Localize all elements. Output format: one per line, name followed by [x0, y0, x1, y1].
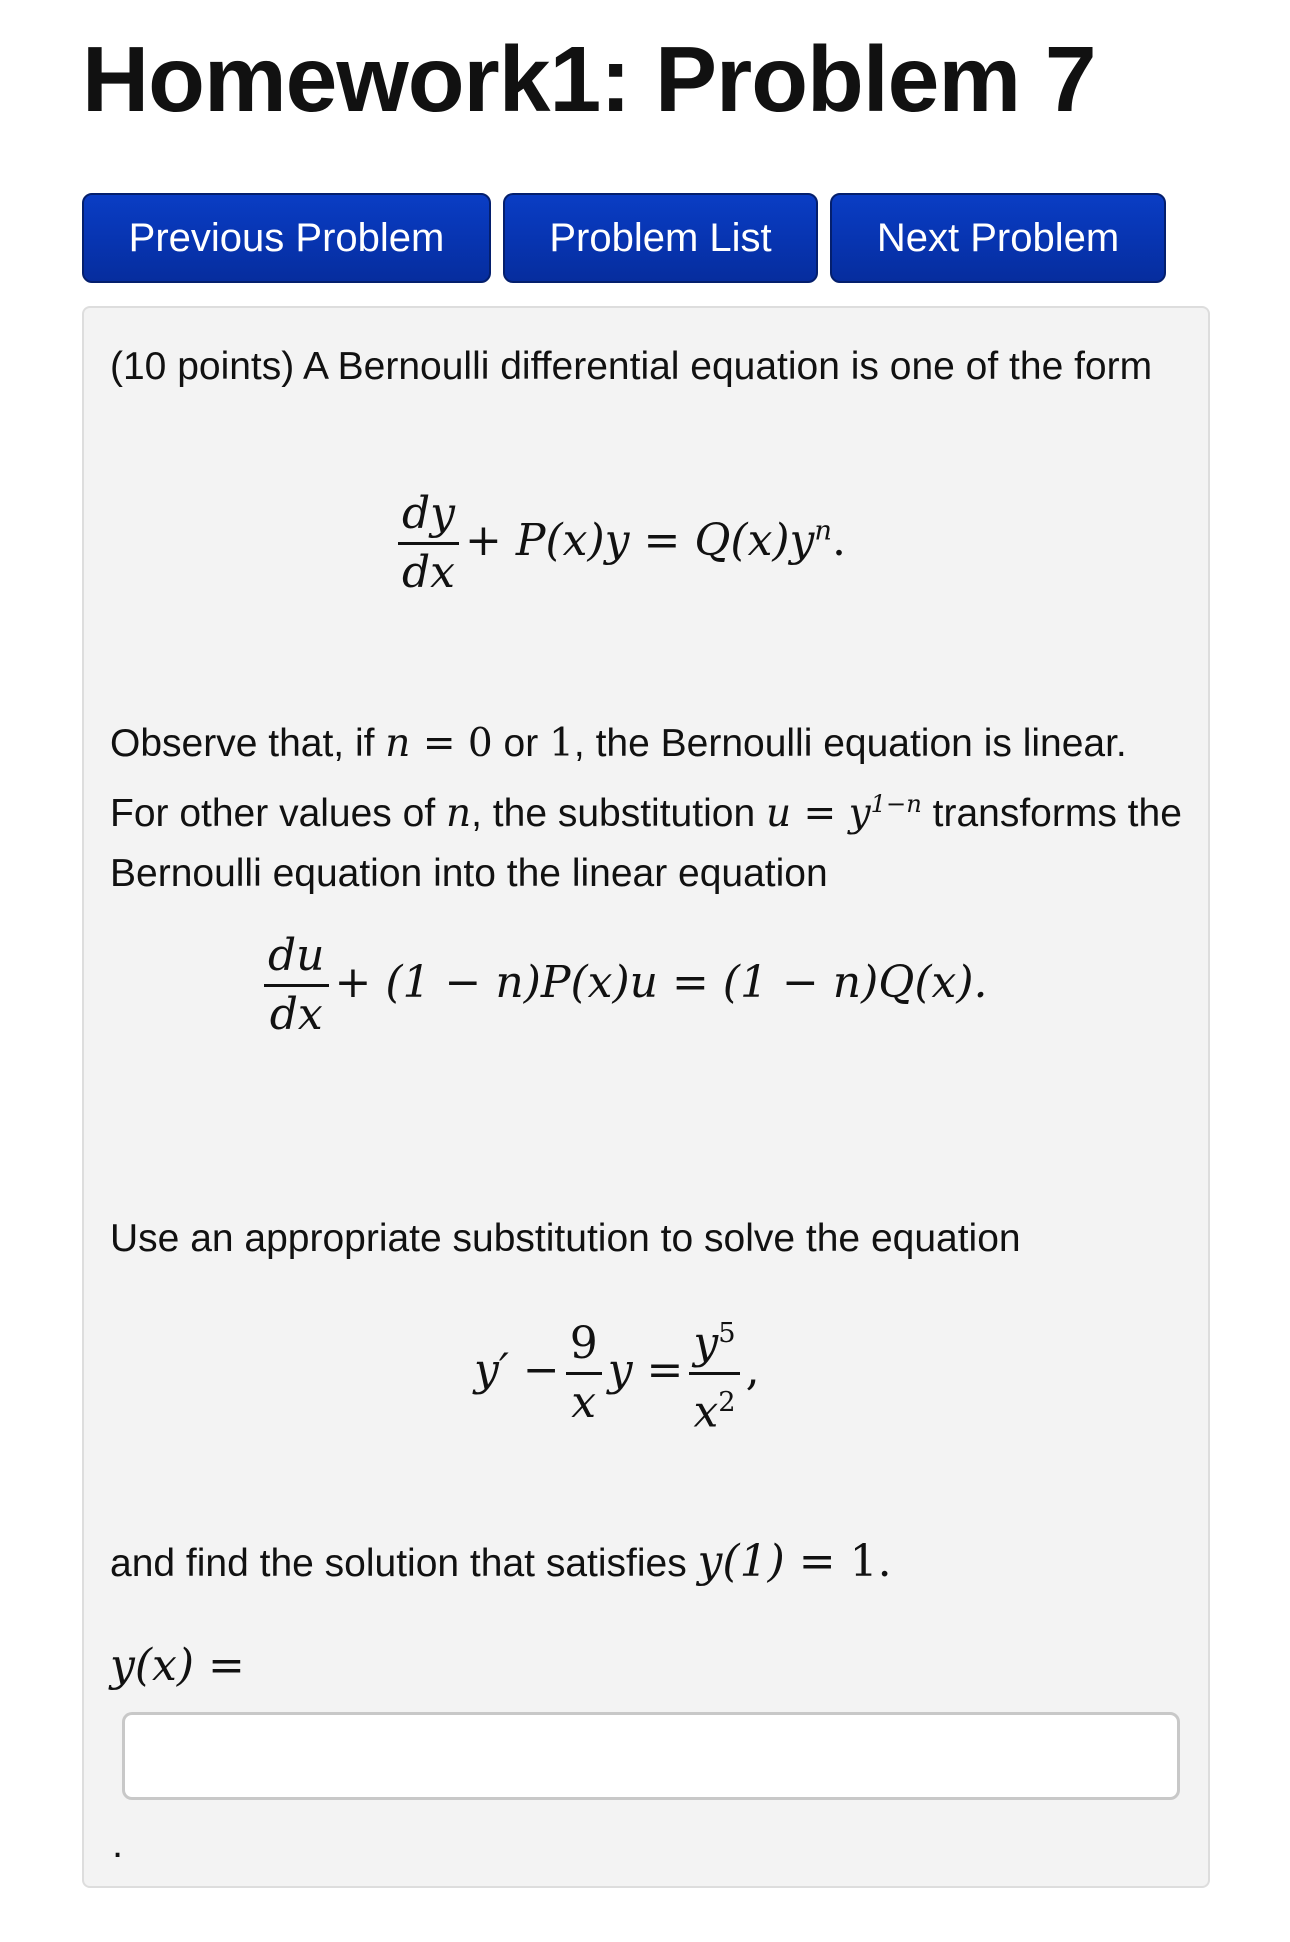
target-equation: [474, 1306, 760, 1440]
equals-zero: = 0: [410, 721, 493, 766]
observation-paragraph: [110, 714, 1190, 904]
fraction-denominator: x: [571, 1376, 597, 1428]
bernoulli-equation: [392, 486, 846, 601]
fraction-denominator: dx: [402, 547, 455, 598]
exponent-1-minus-n: 1−n: [870, 790, 922, 818]
observe-text-5: transforms the Bernoulli equation into the linear equation: [110, 792, 1182, 895]
previous-problem-button[interactable]: Previous Problem: [82, 193, 491, 283]
numerator-exponent: 5: [718, 1318, 736, 1349]
observe-text-4: , the substitution: [471, 792, 766, 835]
equals-y: = y: [791, 791, 871, 836]
page-title: Homework1: Problem 7: [82, 27, 1096, 131]
y5-over-x2-fraction: [689, 1306, 739, 1440]
bernoulli-rhs: + P(x)y = Q(x)y: [465, 515, 815, 566]
exponent-n: n: [814, 515, 832, 547]
numerator-base: y: [693, 1317, 719, 1369]
denominator-base: x: [693, 1386, 719, 1438]
var-n: n: [385, 721, 411, 766]
equation-comma: ,: [745, 1344, 760, 1396]
answer-label-text: y(x) =: [110, 1640, 245, 1691]
condition-equals-1: = 1.: [784, 1536, 892, 1587]
linear-equation: [258, 928, 988, 1043]
fraction-numerator: [689, 1306, 739, 1375]
use-substitution-text: Use an appropriate substitution to solve the equation: [110, 1217, 1021, 1260]
fraction-numerator: du: [264, 928, 329, 987]
y-prime-minus: y′ −: [474, 1344, 560, 1396]
value-one: 1: [549, 721, 574, 766]
trailing-period: .: [112, 1822, 124, 1866]
answer-input[interactable]: [122, 1712, 1180, 1800]
next-problem-button[interactable]: Next Problem: [830, 193, 1166, 283]
var-u: u: [765, 791, 792, 836]
equation-period: .: [831, 515, 846, 566]
condition-y-of-1: y(1): [697, 1536, 785, 1587]
nine-over-x-fraction: [566, 1316, 602, 1431]
fraction-numerator: 9: [566, 1316, 602, 1375]
linear-equation-rest: + (1 − n)P(x)u = (1 − n)Q(x).: [334, 957, 988, 1008]
fraction-numerator: dy: [398, 486, 459, 545]
observe-text-2: or: [492, 722, 550, 765]
denominator-exponent: 2: [718, 1386, 736, 1418]
problem-list-button[interactable]: Problem List: [503, 193, 818, 283]
answer-label: [110, 1640, 245, 1691]
dy-dx-fraction: [398, 486, 459, 601]
observe-text-3: , the Bernoulli equation is linear. For other values of: [110, 722, 1127, 835]
y-equals: y =: [607, 1344, 684, 1396]
find-text: and find the solution that satisfies: [110, 1542, 698, 1585]
du-dx-fraction: [264, 928, 329, 1043]
fraction-denominator: [689, 1375, 739, 1441]
fraction-denominator: dx: [269, 989, 323, 1040]
problem-intro: (10 points) A Bernoulli differential equation is one of the form: [110, 345, 1153, 388]
var-n: n: [446, 791, 472, 836]
initial-condition-text: [110, 1532, 1170, 1594]
observe-text-1: Observe that, if: [110, 722, 386, 765]
